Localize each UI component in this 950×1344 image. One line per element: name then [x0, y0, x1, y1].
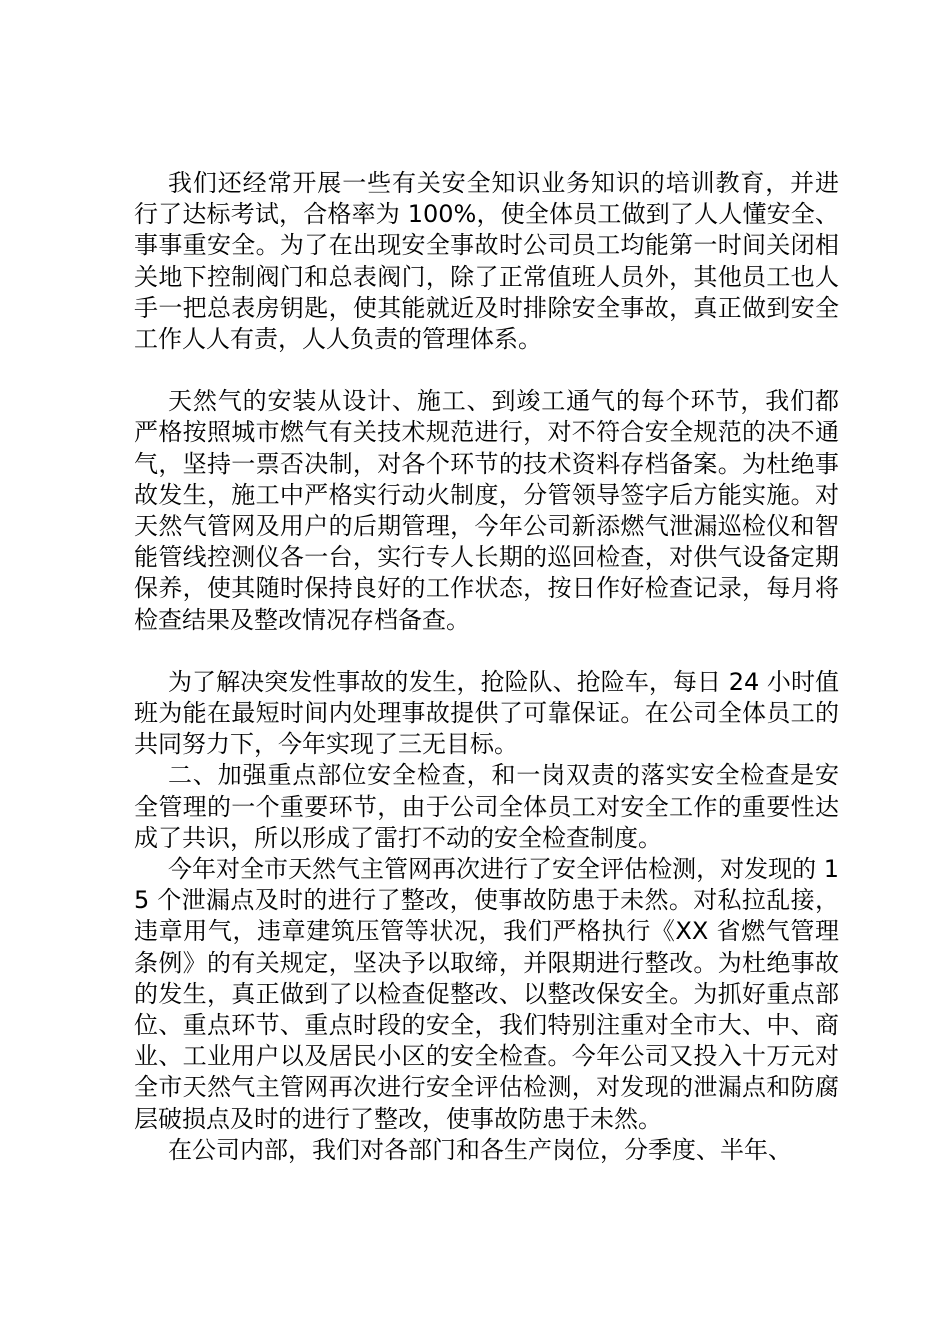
paragraph-emergency-response: 为了解决突发性事故的发生，抢险队、抢险车，每日 24 小时值班为能在最短时间内处理事故提供了可靠保证。在公司全体员工的共同努力下，今年实现了三无目标。 — [134, 667, 839, 759]
paragraph-installation-management: 天然气的安装从设计、施工、到竣工通气的每个环节，我们都严格按照城市燃气有关技术规范进行，对不符合安全规范的决不通气，坚持一票否决制，对各个环节的技术资料存档备案。为杜绝事故发生，施工中严格实行动火制度，分管领导签字后方能实施。对天然气管网及用户的后期管理，今年公司新添燃气泄漏巡检仪和智能管线控测仪各一台，实行专人长期的巡回检查，对供气设备定期保养，使其随时保持良好的工作状态，按日作好检查记录，每月将检查结果及整改情况存档备查。 — [134, 387, 839, 634]
paragraph-internal-checks: 在公司内部，我们对各部门和各生产岗位，分季度、半年、 — [168, 1135, 792, 1164]
paragraph-pipeline-assessment: 今年对全市天然气主管网再次进行了安全评估检测，对发现的 15 个泄漏点及时的进行了整改，使事故防患于未然。对私拉乱接，违章用气，违章建筑压管等状况，我们严格执行《XX 省燃气管理条例》的有关规定，坚决予以取缔，并限期进行整改。为杜绝事故的发生，真正做到了以检查促整改、以整改保安全。为抓好重点部位、重点环节、重点时段的安全，我们特别注重对全市大、中、商业、工业用户以及居民小区的安全检查。今年公司又投入十万元对全市天然气主管网再次进行安全评估检测，对发现的泄漏点和防腐层破损点及时的进行了整改，使事故防患于未然。 — [134, 855, 839, 1133]
paragraph-key-area-inspection: 二、加强重点部位安全检查，和一岗双责的落实安全检查是安全管理的一个重要环节，由于公司全体员工对安全工作的重要性达成了共识，所以形成了雷打不动的安全检查制度。 — [134, 761, 839, 852]
document-page — [134, 168, 839, 1166]
paragraph-spacer — [134, 636, 839, 667]
paragraph-spacer — [134, 355, 839, 386]
paragraph-safety-training: 我们还经常开展一些有关安全知识业务知识的培训教育，并进行了达标考试，合格率为 100%，使全体员工做到了人人懂安全、事事重安全。为了在出现安全事故时公司员工均能第一时间关闭相关地下控制阀门和总表阀门，除了正常值班人员外，其他员工也人手一把总表房钥匙，使其能就近及时排除安全事故，真正做到安全工作人人有责，人人负责的管理体系。 — [134, 169, 839, 354]
